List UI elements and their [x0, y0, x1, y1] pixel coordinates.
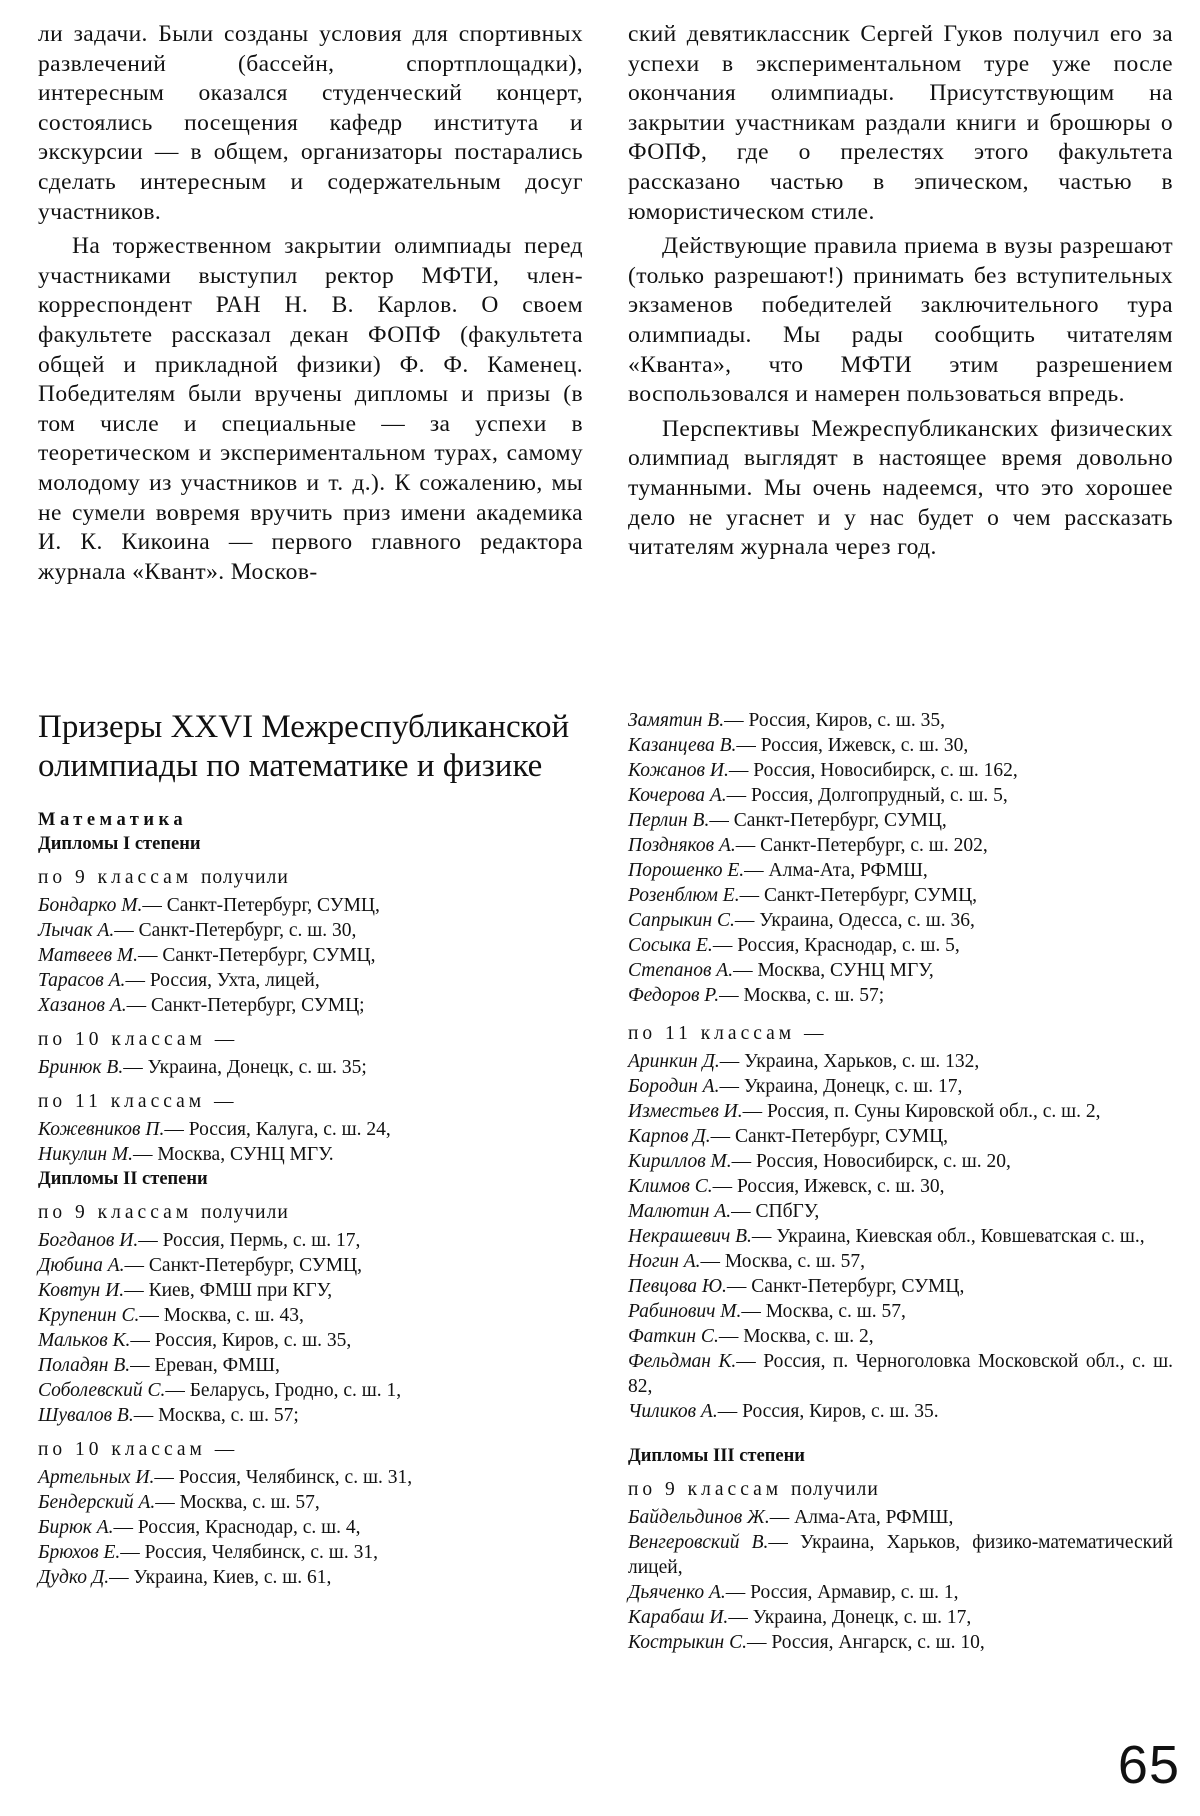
winner-entry — [628, 1274, 1173, 1299]
winner-entry — [38, 993, 583, 1018]
winner-entry — [628, 908, 1173, 933]
winner-entry — [628, 958, 1173, 983]
winner-name: Ковтун И. — [38, 1280, 125, 1301]
winner-entry — [628, 1530, 1173, 1580]
winner-info: — Украина, Донецк, с. ш. 17, — [719, 1076, 963, 1097]
winner-entry — [628, 1299, 1173, 1324]
winner-name: Изместьев И. — [628, 1101, 743, 1122]
winner-entry — [628, 1199, 1173, 1224]
winner-name: Аринкин Д. — [628, 1051, 720, 1072]
winner-entry — [38, 1465, 583, 1490]
winner-entry — [628, 883, 1173, 908]
winner-info: — Россия, Ангарск, с. ш. 10, — [746, 1632, 985, 1653]
winner-info: — Россия, Армавир, с. ш. 1, — [725, 1582, 959, 1603]
winner-name: Кочерова А. — [628, 785, 727, 806]
winner-info: — Санкт-Петербург, СУМЦ, — [124, 1255, 362, 1276]
winner-entry — [628, 1630, 1173, 1655]
winner-name: Дудко Д. — [38, 1567, 110, 1588]
winner-name: Сосыка Е. — [628, 935, 713, 956]
winner-entry — [38, 1055, 583, 1080]
grade-heading: по 10 классам — — [38, 1029, 239, 1050]
winner-name: Карпов Д. — [628, 1126, 711, 1147]
winner-info: — Россия, Калуга, с. ш. 24, — [164, 1119, 391, 1140]
winner-info: — Санкт-Петербург, СУМЦ, — [726, 1276, 965, 1297]
winner-entry — [628, 1249, 1173, 1274]
winners-list — [38, 1055, 583, 1080]
winner-entry — [38, 1515, 583, 1540]
winner-name: Карабаш И. — [628, 1607, 729, 1628]
winner-info: — Украина, Донецк, с. ш. 35; — [123, 1057, 367, 1078]
winner-entry — [628, 983, 1173, 1008]
winner-entry — [628, 758, 1173, 783]
winner-entry — [628, 1349, 1173, 1399]
grade-heading: по 11 классам — — [38, 1091, 238, 1112]
winner-info: — Москва, СУНЦ МГУ. — [133, 1144, 334, 1165]
winner-entry — [38, 943, 583, 968]
winner-name: Некрашевич В. — [628, 1226, 752, 1247]
winner-name: Сапрыкин С. — [628, 910, 735, 931]
winner-name: Розенблюм Е. — [628, 885, 740, 906]
diploma-heading: Дипломы III степени — [628, 1446, 805, 1466]
winner-info: — Москва, с. ш. 43, — [139, 1305, 304, 1326]
winners-title: Призеры XXVI Межреспубликанской олимпиады по математике и физике — [38, 709, 570, 784]
winner-entry — [628, 783, 1173, 808]
winners-list — [38, 1117, 583, 1167]
winner-info: — Россия, Киров, с. ш. 35, — [130, 1330, 352, 1351]
winner-name: Кострыкин С. — [628, 1632, 747, 1653]
winner-entry — [628, 1049, 1173, 1074]
winner-info: — Москва, с. ш. 57; — [719, 985, 885, 1006]
winner-name: Дьяченко А. — [628, 1582, 726, 1603]
winner-info: — Россия, Киров, с. ш. 35, — [724, 710, 945, 731]
winner-name: Тарасов А. — [38, 970, 126, 991]
winner-entry — [628, 708, 1173, 733]
winner-name: Хазанов А. — [38, 995, 127, 1016]
winner-name: Кожевников П. — [38, 1119, 165, 1140]
winners-list — [628, 708, 1173, 1008]
winner-name: Матвеев М. — [38, 945, 139, 966]
winner-info: — Россия, Ухта, лицей, — [125, 970, 320, 991]
winner-entry — [38, 893, 583, 918]
winner-entry — [628, 1099, 1173, 1124]
winner-entry — [628, 1074, 1173, 1099]
winner-info: — Россия, Челябинск, с. ш. 31, — [154, 1467, 413, 1488]
winner-info: — Санкт-Петербург, СУМЦ, — [142, 895, 380, 916]
diploma-heading: Дипломы II степени — [38, 1169, 208, 1189]
winner-name: Фельдман К. — [628, 1351, 737, 1372]
winner-entry — [38, 1142, 583, 1167]
winner-info: — Россия, Челябинск, с. ш. 31, — [120, 1542, 378, 1563]
winners-list — [38, 1228, 583, 1428]
winner-info: — Москва, с. ш. 57; — [133, 1405, 299, 1426]
winner-info: — Москва, с. ш. 57, — [155, 1492, 320, 1513]
winner-name: Порошенко Е. — [628, 860, 745, 881]
winner-name: Дюбина А. — [38, 1255, 125, 1276]
winner-name: Байдельдинов Ж. — [628, 1507, 770, 1528]
winner-name: Никулин М. — [38, 1144, 134, 1165]
winner-name: Бирюк А. — [38, 1517, 114, 1538]
winner-info: — Россия, Новосибирск, с. ш. 20, — [731, 1151, 1011, 1172]
grade-heading: по 10 классам — — [38, 1439, 239, 1460]
winner-entry — [628, 1324, 1173, 1349]
winner-info: — Ереван, ФМШ, — [130, 1355, 280, 1376]
winner-entry — [38, 1353, 583, 1378]
winner-info: — Беларусь, Гродно, с. ш. 1, — [165, 1380, 402, 1401]
winner-info: — Украина, Киев, с. ш. 61, — [109, 1567, 332, 1588]
winner-info: — Россия, Долгопрудный, с. ш. 5, — [726, 785, 1008, 806]
winner-entry — [38, 1253, 583, 1278]
winner-name: Соболевский С. — [38, 1380, 166, 1401]
grade-heading: по 11 классам — — [628, 1023, 828, 1044]
winner-name: Кириллов М. — [628, 1151, 732, 1172]
winner-entry — [628, 833, 1173, 858]
winner-name: Ногин А. — [628, 1251, 701, 1272]
grade-heading: по 9 классам получили — [38, 1202, 289, 1223]
winner-entry — [628, 1174, 1173, 1199]
winner-entry — [38, 1303, 583, 1328]
winner-name: Бринюк В. — [38, 1057, 124, 1078]
winner-name: Чиликов А. — [628, 1401, 718, 1422]
winner-name: Казанцева В. — [628, 735, 737, 756]
winner-name: Богданов И. — [38, 1230, 139, 1251]
winner-name: Венгеровский В. — [628, 1532, 769, 1553]
winner-info: — Санкт-Петербург, СУМЦ, — [709, 810, 947, 831]
grade-heading: по 9 классам получили — [628, 1479, 879, 1500]
winner-name: Шувалов В. — [38, 1405, 134, 1426]
winner-name: Крупенин С. — [38, 1305, 140, 1326]
winner-info: — Украина, Донецк, с. ш. 17, — [728, 1607, 972, 1628]
winner-info: — Москва, с. ш. 57, — [700, 1251, 866, 1272]
winner-entry — [38, 1490, 583, 1515]
winner-info: — Алма-Ата, РФМШ, — [769, 1507, 954, 1528]
winner-entry — [38, 968, 583, 993]
winner-entry — [628, 1605, 1173, 1630]
winner-name: Замятин В. — [628, 710, 725, 731]
winner-name: Артельных И. — [38, 1467, 155, 1488]
winner-name: Мальков К. — [38, 1330, 131, 1351]
article-paragraph: Перспективы Межреспубликанских физических олимпиад выглядят в настоящее время довольно туманными. Мы очень надеемся, что это хорошее дело не угаснет и у нас будет о чем рассказать читателям журнала через год. — [628, 415, 1173, 561]
winner-name: Лычак А. — [38, 920, 115, 941]
winner-name: Бородин А. — [628, 1076, 720, 1097]
winners-column-left — [38, 708, 583, 1590]
winner-info: — Россия, п. Черноголовка Московской обл., с. ш. 82, — [628, 1351, 1173, 1397]
article-paragraph: На торжественном закрытии олимпиады перед участниками выступил ректор МФТИ, член-корреспондент РАН Н. В. Карлов. О своем факультете рассказал декан ФОПФ (факультета общей и прикладной физики) Ф. Ф. Каменец. Победителям были вручены дипломы и призы (в том числе и специальные — за успехи в теоретическом и экспериментальном турах, самому молодому из участников и т. д.). К сожалению, мы не сумели вовремя вручить приз имени академика И. К. Кикоина — первого главного редактора журнала «Квант». Москов- — [38, 233, 583, 585]
winner-entry — [628, 1580, 1173, 1605]
winners-list — [38, 1465, 583, 1590]
winner-info: — Украина, Одесса, с. ш. 36, — [734, 910, 975, 931]
winner-info: — Украина, Киевская обл., Ковшеватская с. ш., — [751, 1226, 1145, 1247]
winner-entry — [38, 918, 583, 943]
winner-info: — Санкт-Петербург, СУМЦ, — [138, 945, 376, 966]
winner-entry — [628, 1505, 1173, 1530]
winners-column-right — [628, 708, 1173, 1655]
winner-name: Степанов А. — [628, 960, 734, 981]
winner-entry — [628, 1124, 1173, 1149]
winner-info: — Украина, Харьков, физико-математический лицей, — [628, 1532, 1173, 1578]
winner-entry — [628, 1399, 1173, 1424]
article-paragraph: ский девятиклассник Сергей Гуков получил его за успехи в экспериментальном туре уже после окончания олимпиады. Присутствующим на закрытии участникам раздали книги и брошюры о ФОПФ, где о прелестях этого факультета рассказано частью в эпическом, частью в юмористическом стиле. — [628, 21, 1173, 225]
winner-name: Поладян В. — [38, 1355, 131, 1376]
winner-name: Кожанов И. — [628, 760, 729, 781]
winner-entry — [38, 1565, 583, 1590]
winner-name: Бендерский А. — [38, 1492, 156, 1513]
winner-info: — СПбГУ, — [731, 1201, 820, 1222]
winner-entry — [628, 858, 1173, 883]
winner-info: — Украина, Харьков, с. ш. 132, — [719, 1051, 980, 1072]
winner-info: — Киев, ФМШ при КГУ, — [124, 1280, 333, 1301]
winner-entry — [38, 1228, 583, 1253]
winner-name: Брюхов Е. — [38, 1542, 121, 1563]
winner-info: — Россия, Краснодар, с. ш. 5, — [712, 935, 960, 956]
winner-name: Фаткин С. — [628, 1326, 719, 1347]
winner-entry — [628, 1149, 1173, 1174]
winners-list — [628, 1505, 1173, 1655]
winner-name: Климов С. — [628, 1176, 713, 1197]
subject-heading: Математика — [38, 810, 188, 830]
winners-list — [38, 893, 583, 1018]
winner-entry — [38, 1117, 583, 1142]
winners-list — [628, 1049, 1173, 1424]
winner-info: — Алма-Ата, РФМШ, — [744, 860, 928, 881]
winner-entry — [38, 1328, 583, 1353]
winner-name: Бондарко М. — [38, 895, 143, 916]
article-paragraph: ли задачи. Были созданы условия для спортивных развлечений (бассейн, спортплощадки), интересным оказался студенческий концерт, состоялись посещения кафедр института и экскурсии — в общем, организаторы постарались сделать интересным и содержательным досуг участников. — [38, 21, 583, 225]
winner-info: — Москва, с. ш. 2, — [718, 1326, 874, 1347]
winner-entry — [38, 1278, 583, 1303]
winner-info: — Санкт-Петербург, СУМЦ; — [126, 995, 365, 1016]
winner-name: Поздняков А. — [628, 835, 736, 856]
winner-info: — Санкт-Петербург, с. ш. 202, — [735, 835, 988, 856]
winner-info: — Санкт-Петербург, СУМЦ, — [739, 885, 978, 906]
page-number: 65 — [1117, 1735, 1180, 1795]
winner-info: — Санкт-Петербург, с. ш. 30, — [114, 920, 357, 941]
winner-info: — Россия, Краснодар, с. ш. 4, — [113, 1517, 361, 1538]
grade-heading: по 9 классам получили — [38, 867, 289, 888]
winner-info: — Санкт-Петербург, СУМЦ, — [710, 1126, 949, 1147]
article-paragraph: Действующие правила приема в вузы разрешают (только разрешают!) принимать без вступительных экзаменов победителей заключительного тура олимпиады. Мы рады сообщить читателям «Кванта», что МФТИ этим разрешением воспользовался и намерен пользоваться впредь. — [628, 233, 1173, 408]
diploma-heading: Дипломы I степени — [38, 834, 201, 854]
winner-info: — Москва, с. ш. 57, — [741, 1301, 906, 1322]
winner-info: — Россия, Новосибирск, с. ш. 162, — [728, 760, 1018, 781]
winner-info: — Россия, Ижевск, с. ш. 30, — [712, 1176, 945, 1197]
winner-entry — [628, 1224, 1173, 1249]
winner-info: — Россия, п. Суны Кировской обл., с. ш. 2, — [742, 1101, 1101, 1122]
winner-name: Перлин В. — [628, 810, 710, 831]
winner-name: Певцова Ю. — [628, 1276, 727, 1297]
winner-entry — [38, 1378, 583, 1403]
winner-info: — Россия, Ижевск, с. ш. 30, — [736, 735, 969, 756]
winner-name: Рабинович М. — [628, 1301, 742, 1322]
winner-info: — Москва, СУНЦ МГУ, — [733, 960, 934, 981]
winner-entry — [628, 733, 1173, 758]
winner-entry — [628, 808, 1173, 833]
winner-entry — [628, 933, 1173, 958]
winner-entry — [38, 1540, 583, 1565]
winner-name: Малютин А. — [628, 1201, 732, 1222]
winner-name: Федоров Р. — [628, 985, 720, 1006]
article-column-left — [38, 20, 583, 587]
winner-info: — Россия, Пермь, с. ш. 17, — [138, 1230, 361, 1251]
article-column-right — [628, 20, 1173, 563]
winner-info: — Россия, Киров, с. ш. 35. — [717, 1401, 939, 1422]
winner-entry — [38, 1403, 583, 1428]
